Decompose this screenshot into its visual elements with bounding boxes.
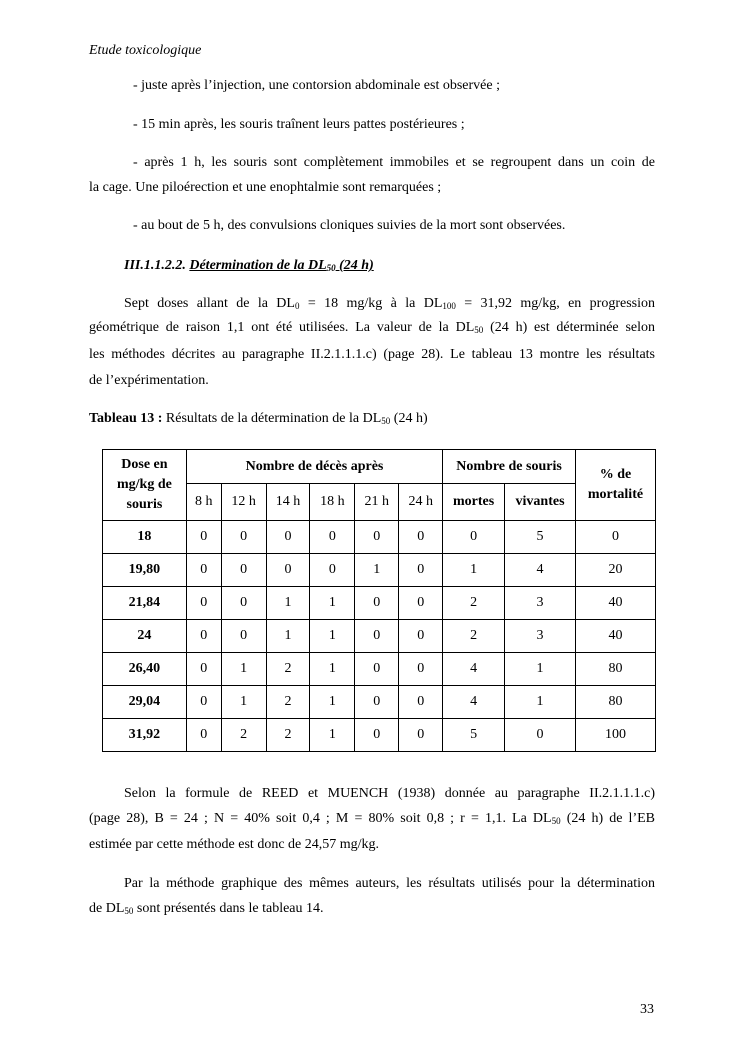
table-cell: 5 (443, 719, 505, 752)
cell-dose: 21,84 (103, 587, 187, 620)
observation-2: - 15 min après, les souris traînent leurs pattes postérieures ; (133, 117, 465, 132)
table-cell: 3 (505, 620, 576, 653)
table-cell: 20 (575, 554, 655, 587)
table-cell: 1 (443, 554, 505, 587)
table-cell: 1 (310, 620, 355, 653)
table-cell: 0 (266, 521, 310, 554)
table-cell: 0 (355, 653, 399, 686)
table-cell: 0 (186, 719, 221, 752)
table-cell: 0 (399, 686, 443, 719)
paragraph-1-line-4: de l’expérimentation. (89, 373, 209, 388)
results-table (102, 449, 656, 752)
table-cell: 0 (266, 554, 310, 587)
table-cell: 5 (505, 521, 576, 554)
table-cell: 0 (310, 521, 355, 554)
table-cell: 0 (186, 521, 221, 554)
table-cell: 4 (443, 686, 505, 719)
table-cell: 0 (186, 554, 221, 587)
table-cell: 1 (310, 653, 355, 686)
table-cell: 0 (355, 620, 399, 653)
table-cell: 1 (505, 686, 576, 719)
table-cell: 100 (575, 719, 655, 752)
table-cell: 2 (443, 587, 505, 620)
cell-dose: 26,40 (103, 653, 187, 686)
paragraph-3-line-1: Par la méthode graphique des mêmes auteurs, les résultats utilisés pour la détermination (124, 876, 655, 891)
table-cell: 0 (355, 686, 399, 719)
table-cell: 0 (399, 521, 443, 554)
table-cell: 1 (221, 686, 266, 719)
table-cell: 0 (221, 620, 266, 653)
table-cell: 0 (575, 521, 655, 554)
table-cell: 1 (310, 719, 355, 752)
table-cell: 40 (575, 620, 655, 653)
paragraph-1-line-1: Sept doses allant de la $DL_0 = 18$ mg/kg à la $DL_{100} = 31,92$ mg/kg, en progression (124, 296, 655, 311)
table-cell: 4 (505, 554, 576, 587)
table-cell: 0 (186, 686, 221, 719)
table-row (103, 719, 656, 752)
table-cell: 1 (505, 653, 576, 686)
table-cell: 0 (186, 653, 221, 686)
paragraph-3-line-2: de $DL_{50}$ sont présentés dans le tableau 14. (89, 901, 324, 916)
section-heading (124, 258, 374, 274)
cell-dose: 31,92 (103, 719, 187, 752)
header-time: 24 h (399, 484, 443, 521)
table-row (103, 587, 656, 620)
table-cell: 2 (266, 686, 310, 719)
header-time: 21 h (355, 484, 399, 521)
header-alive: vivantes (505, 484, 576, 521)
table-row (103, 653, 656, 686)
table-cell: 80 (575, 653, 655, 686)
observation-1: - juste après l’injection, une contorsion abdominale est observée ; (133, 78, 501, 93)
table-cell: 1 (310, 587, 355, 620)
header-dose: Dose en mg/kg de souris (103, 450, 187, 521)
table-cell: 1 (266, 587, 310, 620)
paragraph-1-line-3: les méthodes décrites au paragraphe II.2.1.1.1.c) (page 28). Le tableau 13 montre les résultats (89, 347, 655, 362)
table-cell: 0 (221, 554, 266, 587)
table-cell: 0 (310, 554, 355, 587)
paragraph-1-line-2: géométrique de raison 1,1 ont été utilisées. La valeur de la $DL_{50}$ (24 h) est déterminée selon (89, 320, 655, 335)
table-caption: Tableau 13 : Résultats de la détermination de la $DL_{50}$ (24 h) (89, 411, 428, 426)
header-mortality: % de mortalité (575, 450, 655, 521)
table-row (103, 521, 656, 554)
table-cell: 0 (186, 587, 221, 620)
header-time: 12 h (221, 484, 266, 521)
observation-3-line-1: - après 1 h, les souris sont complètement immobiles et se regroupent dans un coin de (133, 155, 655, 170)
table-cell: 2 (266, 719, 310, 752)
paragraph-2-line-1: Selon la formule de REED et MUENCH (1938) donnée au paragraphe II.2.1.1.1.c) (124, 786, 655, 801)
cell-dose: 24 (103, 620, 187, 653)
table-row (103, 554, 656, 587)
table-cell: 1 (221, 653, 266, 686)
table-cell: 0 (221, 521, 266, 554)
table-cell: 2 (221, 719, 266, 752)
header-mice: Nombre de souris (443, 450, 576, 484)
header-dead: mortes (443, 484, 505, 521)
header-time: 8 h (186, 484, 221, 521)
table-cell: 4 (443, 653, 505, 686)
cell-dose: 18 (103, 521, 187, 554)
header-time: 14 h (266, 484, 310, 521)
running-header: Etude toxicologique (89, 43, 202, 58)
table-cell: 0 (355, 587, 399, 620)
cell-dose: 19,80 (103, 554, 187, 587)
caption-label: Tableau 13 : (89, 411, 163, 426)
observation-4: - au bout de 5 h, des convulsions cloniques suivies de la mort sont observées. (133, 218, 566, 233)
table-cell: 3 (505, 587, 576, 620)
table-cell: 1 (355, 554, 399, 587)
table-cell: 0 (399, 620, 443, 653)
section-number: III.1.1.2.2. (124, 258, 186, 273)
header-time: 18 h (310, 484, 355, 521)
table-cell: 40 (575, 587, 655, 620)
table-cell: 0 (186, 620, 221, 653)
cell-dose: 29,04 (103, 686, 187, 719)
table-cell: 0 (355, 521, 399, 554)
table-cell: 0 (505, 719, 576, 752)
table-cell: 1 (266, 620, 310, 653)
table-cell: 80 (575, 686, 655, 719)
table-cell: 0 (399, 719, 443, 752)
table-cell: 0 (399, 554, 443, 587)
table-cell: 0 (399, 587, 443, 620)
table-row (103, 686, 656, 719)
section-title: Détermination de la $DL_{50}$ (24 h) (189, 258, 374, 273)
header-deaths: Nombre de décès après (186, 450, 442, 484)
table-cell: 2 (266, 653, 310, 686)
table-cell: 0 (355, 719, 399, 752)
observation-3-line-2: la cage. Une piloérection et une enophtalmie sont remarquées ; (89, 180, 442, 195)
table-row (103, 620, 656, 653)
paragraph-2-line-3: estimée par cette méthode est donc de 24,57 mg/kg. (89, 837, 380, 852)
paragraph-2-line-2: (page 28), B = 24 ; N = 40% soit 0,4 ; M = 80% soit 0,8 ; r = 1,1. La $DL_{50}$ (24 h) de l’EB (89, 811, 655, 826)
table-cell: 1 (310, 686, 355, 719)
page-number: 33 (640, 1002, 654, 1017)
table-cell: 0 (443, 521, 505, 554)
table-cell: 2 (443, 620, 505, 653)
table-cell: 0 (399, 653, 443, 686)
table-cell: 0 (221, 587, 266, 620)
